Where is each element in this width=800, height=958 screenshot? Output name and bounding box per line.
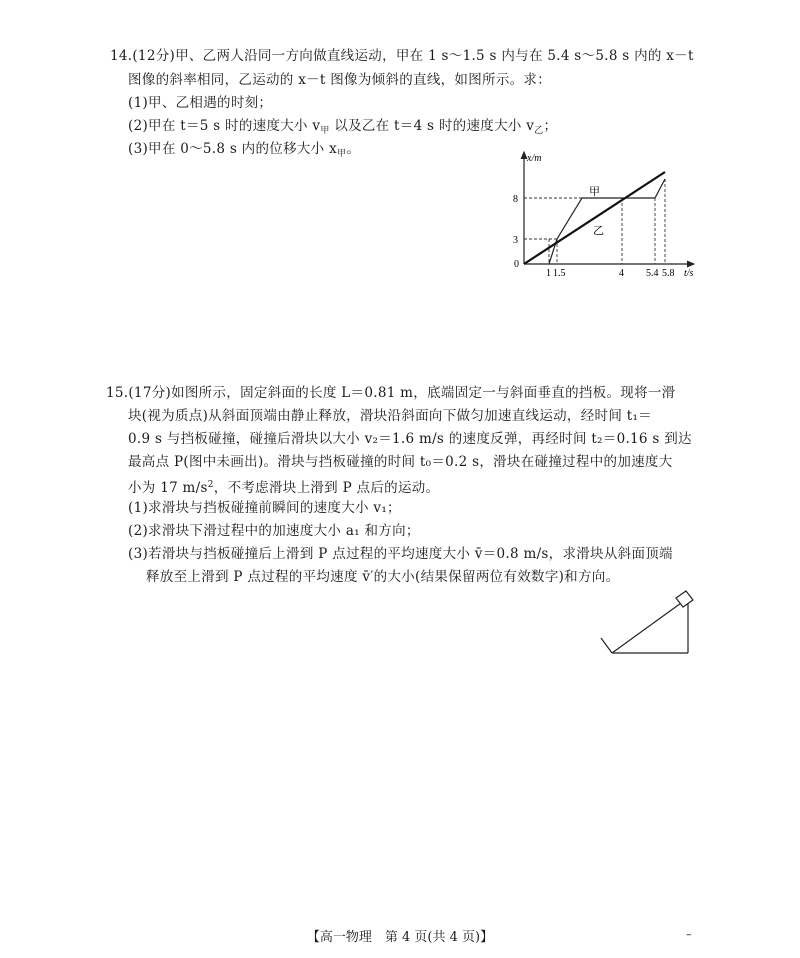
- y-tick-8: 8: [513, 194, 518, 205]
- q14-sub-3-a: (3)甲在 0～5.8 s 内的位移大小 x: [128, 141, 337, 157]
- page-footer: 【高一物理 第 4 页(共 4 页)】: [306, 930, 494, 945]
- y-tick-3: 3: [513, 235, 518, 246]
- barrier-plate: [601, 638, 612, 653]
- q15-line-2: 块(视为质点)从斜面顶端由静止释放，滑块沿斜面向下做匀加速直线运动，经时间 t₁＝: [128, 408, 652, 424]
- x-tick-1: 1: [546, 268, 551, 279]
- q14-line-2: 图像的斜率相同，乙运动的 x－t 图像为倾斜的直线，如图所示。求：: [128, 72, 552, 88]
- q14-line-1: 14.(12分)甲、乙两人沿同一方向做直线运动，甲在 1 s～1.5 s 内与在 5.4 s～5.8 s 内的 x－t: [110, 48, 694, 64]
- q15-sub-1: (1)求滑块与挡板碰撞前瞬间的速度大小 v₁；: [128, 500, 401, 516]
- q15-sub-2: (2)求滑块下滑过程中的加速度大小 a₁ 和方向；: [128, 523, 420, 539]
- q14-sub-2-sub1: 甲: [320, 126, 330, 136]
- q15-line-3: 0.9 s 与挡板碰撞，碰撞后滑块以大小 v₂＝1.6 m/s 的速度反弹，再经时间 t₂＝0.16 s 到达: [128, 431, 692, 447]
- x-axis-label: t/s: [684, 268, 694, 279]
- incline-surface: [612, 598, 688, 653]
- origin-label: 0: [514, 259, 519, 270]
- q14-sub-2-b: 以及乙在 t＝4 s 时的速度大小 v: [329, 118, 535, 134]
- q14-sub-2-sub2: 乙: [534, 126, 544, 136]
- q15-sub-3: (3)若滑块与挡板碰撞后上滑到 P 点过程的平均速度大小 v̄＝0.8 m/s，求滑块从斜面顶端: [128, 546, 673, 562]
- q14-sub-3-sub: 甲: [337, 149, 347, 159]
- x-tick-15: 1.5: [553, 268, 566, 279]
- q15-line-5-a: 小为 17 m/s: [128, 480, 208, 496]
- q15-line-1: 15.(17分)如图所示，固定斜面的长度 L＝0.81 m，底端固定一与斜面垂直的挡板。现将一滑: [106, 385, 676, 401]
- x-tick-58: 5.8: [662, 268, 675, 279]
- y-axis-label: x/m: [527, 153, 542, 164]
- x-tick-4: 4: [619, 268, 624, 279]
- label-yi: 乙: [593, 225, 604, 237]
- q14-sub-2-c: ；: [543, 118, 558, 134]
- label-jia: 甲: [589, 186, 600, 198]
- q15-sub-3-cont: 释放至上滑到 P 点过程的平均速度 v̄′的大小(结果保留两位有效数字)和方向。: [146, 569, 620, 585]
- q15-line-5-b: ，不考虑滑块上滑到 P 点后的运动。: [213, 480, 440, 496]
- q14-sub-2-a: (2)甲在 t＝5 s 时的速度大小 v: [128, 118, 321, 134]
- q14-sub-3-c: 。: [346, 141, 361, 157]
- q15-line-4: 最高点 P(图中未画出)。滑块与挡板碰撞的时间 t₀＝0.2 s，滑块在碰撞过程中的加速度大: [128, 454, 673, 470]
- x-tick-54: 5.4: [646, 268, 659, 279]
- corner-mark: –: [686, 928, 692, 941]
- q14-sub-1: (1)甲、乙相遇的时刻；: [128, 95, 273, 111]
- q15-line-5-sup: 2: [207, 480, 214, 490]
